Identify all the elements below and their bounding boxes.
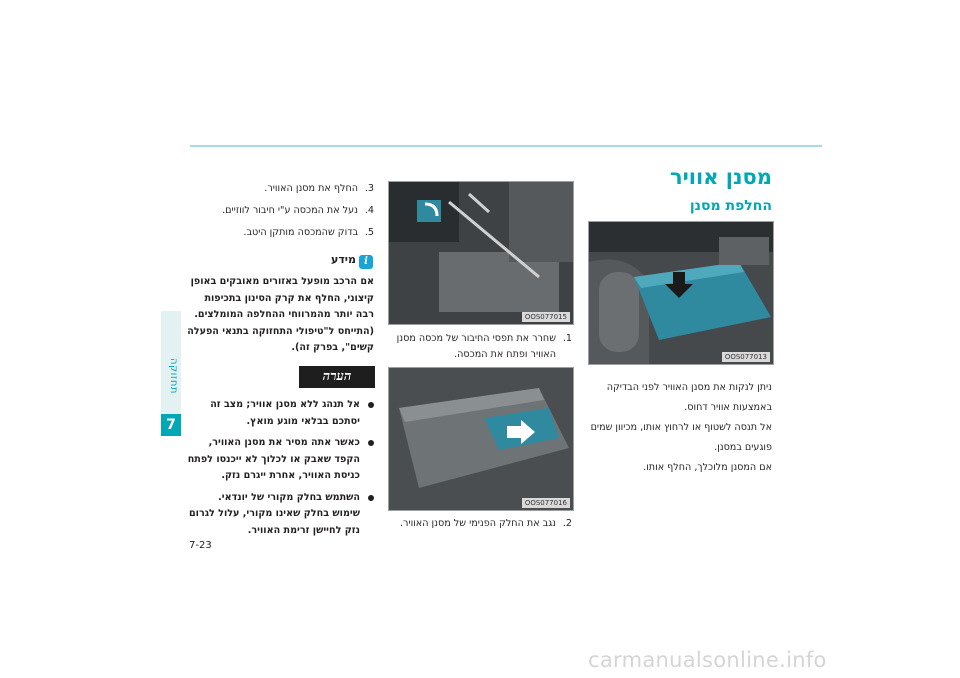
step-5 bbox=[174, 222, 374, 244]
figure-clips bbox=[388, 181, 574, 325]
cleaning-instructions bbox=[582, 378, 772, 478]
engine-bay-illustration bbox=[589, 222, 773, 364]
warning-item bbox=[174, 490, 374, 540]
note-title: מידע bbox=[331, 253, 356, 266]
step-text: נעל את המכסה ע"י חיבור לווזיים. bbox=[222, 205, 358, 216]
step-text: החלף את מסנן האוויר. bbox=[264, 183, 358, 194]
step-1-line bbox=[382, 331, 572, 347]
watermark: carmanualsonline.info bbox=[588, 648, 827, 672]
warning-item bbox=[174, 435, 374, 485]
warning-line: השתמש בחלק מקורי של יונדאי. bbox=[218, 491, 360, 503]
warning-line: כניסת האוויר, אחרת ייגרם נזק. bbox=[221, 470, 360, 481]
text-line: פוגעים במסנן. bbox=[714, 442, 772, 453]
clip-illustration bbox=[389, 182, 573, 324]
step-text: בדוק שהמכסה מותקן היטב. bbox=[243, 227, 358, 238]
filter-removal-illustration bbox=[389, 368, 573, 510]
figure-filter-removal bbox=[388, 367, 574, 511]
note-body bbox=[174, 274, 374, 357]
step-number: 3. bbox=[364, 183, 374, 194]
text-line: באמצעות אוויר דחוס. bbox=[684, 402, 772, 413]
warning-line: הקפד שאבק או לכלוך לא ייכנסו לפתח bbox=[187, 453, 360, 465]
text-line: אל תנסה לשטוף או לרחוץ אותו, מכיוון שמים bbox=[590, 422, 772, 433]
page-title: מסנן אוויר bbox=[669, 165, 772, 189]
step-number: 1. bbox=[562, 333, 572, 344]
section-name: תחזוקה bbox=[168, 358, 179, 394]
warning-line: שימוש בחלק שאינו מקורי, עלול לגרום bbox=[188, 508, 360, 519]
warning-item bbox=[174, 397, 374, 430]
step-number: 5. bbox=[364, 227, 374, 238]
step-text: שחרר את תפסי החיבור של מכסה מסנן bbox=[396, 333, 556, 344]
note-line: קשים", בפרק זה). bbox=[291, 342, 374, 353]
steps-3-5 bbox=[174, 178, 374, 244]
step-1 bbox=[382, 331, 572, 363]
warning-line: אל תנהג ללא מסנן אוויר; מצב זה bbox=[210, 399, 360, 410]
text-line: אם המסנן מלוכלך, החלף אותו. bbox=[643, 462, 772, 473]
header-rule bbox=[190, 145, 822, 147]
note-line: רבה יותר מהמרווחי ההחלפה המומלצים. bbox=[194, 309, 374, 320]
figure-label: OOS077015 bbox=[522, 312, 570, 322]
warning-banner bbox=[299, 366, 375, 388]
step-text: נגב את החלק הפנימי של מסנן האוויר. bbox=[399, 518, 556, 529]
section-number-tab: 7 bbox=[161, 414, 181, 436]
text-line: ניתן לנקות את מסנן האוויר לפני הבדיקה bbox=[606, 382, 772, 393]
page-subtitle: החלפת מסנן bbox=[689, 198, 772, 214]
bullet-icon bbox=[368, 495, 374, 501]
step-1-line: האוויר ופתח את המכסה. bbox=[454, 349, 556, 360]
page-number: 7-23 bbox=[189, 540, 212, 551]
step-number: 4. bbox=[364, 205, 374, 216]
bullet-icon bbox=[368, 440, 374, 446]
note-line: (התייחס ל"טיפולי התחזוקה בתנאי הפעלה bbox=[187, 325, 374, 337]
figure-label: OOS077013 bbox=[722, 352, 770, 362]
warning-line: כאשר אתה מסיר את מסנן האוויר, bbox=[208, 437, 360, 448]
step-4 bbox=[174, 200, 374, 222]
warning-line: נזק לחיישן זרימת האוויר. bbox=[247, 524, 360, 536]
bullet-icon bbox=[368, 402, 374, 408]
note-line: אם הרכב מופעל באזורים מאובקים באופן bbox=[190, 276, 374, 287]
warning-title: הערה bbox=[322, 369, 352, 384]
figure-air-filter-housing bbox=[588, 221, 774, 365]
step-3 bbox=[174, 178, 374, 200]
warning-list bbox=[174, 397, 374, 544]
note-line: קיצוני, החלף את קרק הסינון בתכיפות bbox=[204, 292, 374, 304]
step-2 bbox=[382, 514, 572, 534]
info-icon: i bbox=[359, 255, 373, 269]
step-number: 2. bbox=[562, 518, 572, 529]
warning-line: יסתכם בבלאי מוגע מואץ. bbox=[246, 415, 360, 427]
figure-label: OOS077016 bbox=[522, 498, 570, 508]
